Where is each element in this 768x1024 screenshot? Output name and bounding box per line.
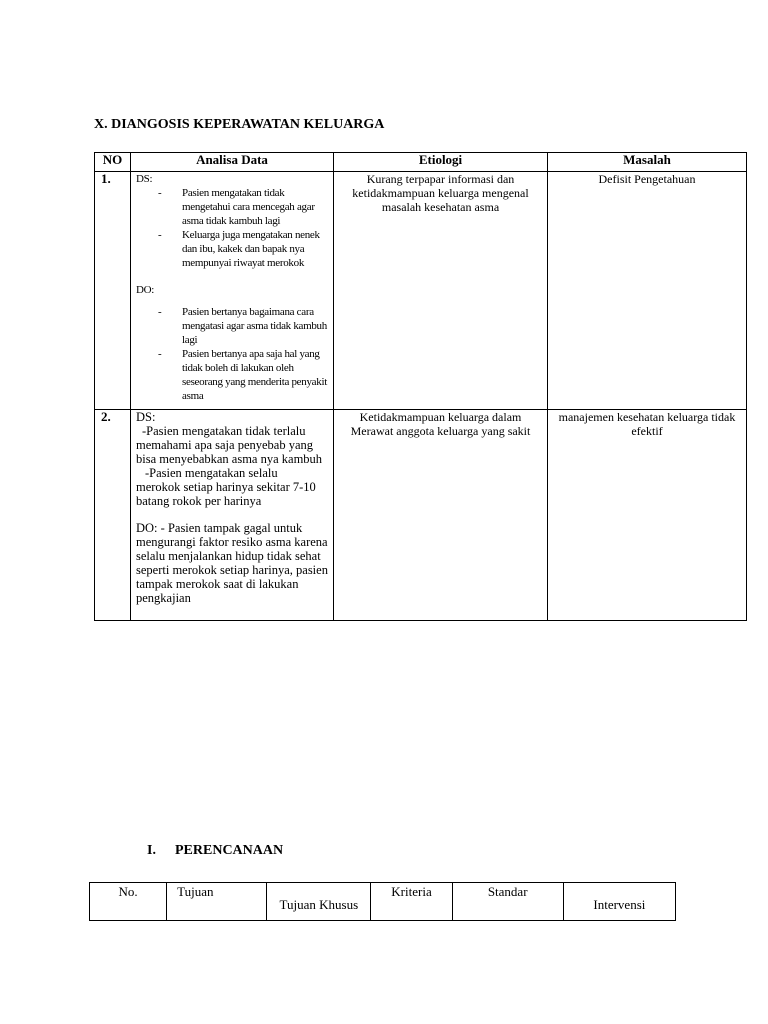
ds-line: memahami apa saja penyebab yang bisa menyebabkan asma nya kambuh xyxy=(136,438,323,466)
planning-table xyxy=(89,882,676,921)
ds-label: DS: xyxy=(136,410,156,424)
section-title-diagnosis: X. DIANGOSIS KEPERAWATAN KELUARGA xyxy=(94,117,385,132)
etiologi-cell: Ketidakmampuan keluarga dalam Merawat anggota keluarga yang sakit xyxy=(334,410,548,621)
section-title: PERENCANAAN xyxy=(175,843,284,858)
header-intervensi: Intervensi xyxy=(563,883,675,921)
do-list xyxy=(136,305,328,403)
header-no: No. xyxy=(90,883,167,921)
ds-list xyxy=(136,186,328,270)
masalah-cell: Defisit Pengetahuan xyxy=(548,172,747,410)
do-text: DO: - Pasien tampak gagal untuk mengurangi faktor resiko asma karena selalu menjalankan hidup tidak sehat seperti merokok setiap harinya, pasien tampak merokok saat di lakukan pengkajian xyxy=(136,521,328,605)
masalah-cell: manajemen kesehatan keluarga tidak efektif xyxy=(548,410,747,621)
ds-line: -Pasien mengatakan tidak terlalu xyxy=(142,424,306,438)
etiologi-cell: Kurang terpapar informasi dan ketidakmampuan keluarga mengenal masalah kesehatan asma xyxy=(334,172,548,410)
row-number: 2. xyxy=(95,410,131,621)
table-row xyxy=(95,410,747,621)
do-label: DO: xyxy=(136,284,155,296)
table-header-row xyxy=(90,883,676,921)
header-kriteria: Kriteria xyxy=(371,883,452,921)
header-standar: Standar xyxy=(452,883,563,921)
list-item: - Pasien bertanya bagaimana cara mengatasi agar asma tidak kambuh lagi xyxy=(136,305,328,347)
section-title-perencanaan xyxy=(147,843,283,859)
header-masalah: Masalah xyxy=(548,153,747,172)
list-item: - Pasien bertanya apa saja hal yang tidak boleh di lakukan oleh seseorang yang menderita penyakit asma xyxy=(136,347,328,403)
list-item: - Keluarga juga mengatakan nenek dan ibu, kakek dan bapak nya mempunyai riwayat merokok xyxy=(136,228,328,270)
header-no: NO xyxy=(95,153,131,172)
header-etiologi: Etiologi xyxy=(334,153,548,172)
analisa-data-cell xyxy=(131,172,334,410)
list-item: - Pasien mengatakan tidak mengetahui cara mencegah agar asma tidak kambuh lagi xyxy=(136,186,328,228)
header-tujuan: Tujuan xyxy=(167,883,267,921)
diagnosis-table xyxy=(94,152,747,621)
header-tujuan-khusus: Tujuan Khusus xyxy=(267,883,371,921)
header-analisa-data: Analisa Data xyxy=(131,153,334,172)
analisa-data-cell xyxy=(131,410,334,621)
ds-label: DS: xyxy=(136,173,153,185)
table-header-row xyxy=(95,153,747,172)
table-row xyxy=(95,172,747,410)
section-number: I. xyxy=(147,843,156,858)
ds-line: -Pasien mengatakan selalu xyxy=(145,466,278,480)
ds-line: merokok setiap harinya sekitar 7-10 batang rokok per harinya xyxy=(136,480,316,508)
row-number: 1. xyxy=(95,172,131,410)
